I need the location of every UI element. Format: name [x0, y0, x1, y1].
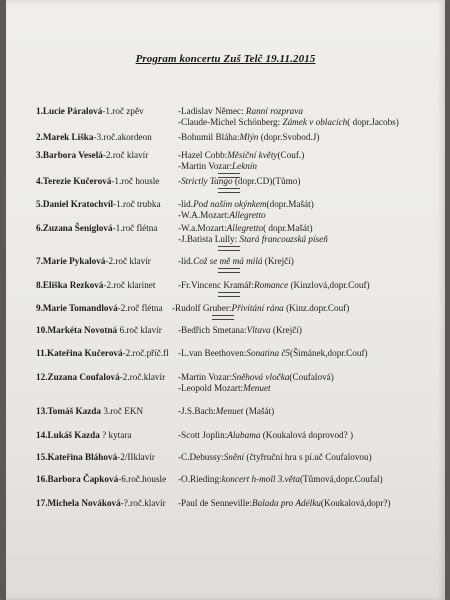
performer-info: -1.roč flétna	[112, 223, 158, 233]
pieces	[178, 452, 372, 463]
piece-note: (Krejčí)	[270, 325, 302, 335]
composer: -Claude-Michel Schönberg:	[178, 117, 283, 127]
performer	[36, 372, 165, 383]
performer-info: -3.roč.akordeon	[93, 132, 152, 142]
separator-line	[212, 315, 234, 320]
performer-info: -2.roč.klavír	[119, 372, 166, 382]
pieces	[178, 430, 353, 441]
composer: -Martin Vozar:	[178, 372, 233, 382]
composer: -Hazel Cobb:	[178, 150, 228, 160]
item-number: 3.	[36, 150, 43, 160]
composer: -	[178, 176, 182, 186]
piece-line	[178, 452, 372, 463]
piece-title: Strictly Tango	[181, 176, 233, 186]
performer-name: Tomáš Kazda	[47, 406, 102, 416]
piece-note: (dopr.Svobod.J)	[258, 132, 320, 142]
piece-line	[178, 474, 383, 485]
composer: -Scott Joplin:	[178, 430, 228, 440]
piece-title: Sněhová vločka	[232, 372, 290, 382]
piece-title: Romance	[253, 280, 289, 290]
item-number: 11.	[36, 348, 47, 358]
piece-line	[178, 176, 300, 187]
item-number: 8.	[36, 280, 43, 290]
performer-info: -1.roč trubka	[113, 199, 161, 209]
pieces	[178, 223, 328, 251]
pieces	[178, 256, 294, 273]
item-number: 17.	[36, 498, 48, 508]
performer-info: -2.roč klavír	[105, 256, 151, 266]
composer: -Ladislav Němec:	[178, 106, 246, 116]
piece-note: (Mašát)	[243, 406, 275, 416]
composer: -O.Rieding:	[178, 474, 222, 484]
composer: -W.a.Mozart:	[178, 223, 227, 233]
pieces	[178, 474, 383, 485]
performer-name: Barbora Veselá	[42, 150, 103, 160]
page-title: Program koncertu Zuš Telč 19.11.2015	[135, 53, 316, 65]
pieces	[178, 498, 391, 509]
performer	[36, 199, 161, 210]
performer	[36, 303, 163, 314]
performer-info: 6.roč klavír	[117, 325, 162, 335]
piece-line	[178, 372, 334, 383]
performer-name: Eliška Rezková	[42, 280, 104, 290]
performer-name: Marek Liška	[42, 132, 94, 142]
pieces	[178, 348, 368, 359]
piece-title: Snění	[223, 452, 245, 462]
performer-name: Zuzana Coufalová	[47, 372, 120, 382]
piece-note: (Tůmová,dopr.Coufal)	[299, 474, 383, 484]
piece-note: (čtyřruční hra s pí.uč Coufalovou)	[244, 452, 372, 462]
performer-name: Kateřina Bláhová	[47, 452, 118, 462]
piece-title: Alabama	[227, 430, 261, 440]
composer: -Rudolf Gruber:	[172, 303, 232, 313]
piece-line	[178, 199, 314, 210]
performer-info: -?.roč.klavír	[120, 498, 166, 508]
performer-info: -2.roč.příč.fl	[122, 348, 169, 358]
piece-title: Zámek v oblacích	[282, 117, 348, 127]
performer-info: -6.roč.housle	[118, 474, 167, 484]
performer-name: Daniel Kratochvíl	[42, 199, 114, 209]
performer-name: Lukáš Kazda	[47, 430, 100, 440]
composer: -Fr.Vincenc Kramář:	[178, 280, 254, 290]
piece-line	[178, 383, 334, 394]
piece-line	[178, 498, 391, 509]
item-number: 6.	[36, 223, 43, 233]
piece-line	[178, 117, 399, 128]
piece-title: Sonatina č5	[246, 348, 291, 358]
separator-line	[218, 292, 240, 297]
performer	[36, 256, 151, 267]
piece-line	[178, 256, 294, 267]
performer-info: -2.roč klarinet	[103, 280, 156, 290]
composer: -lid.	[178, 256, 194, 266]
performer-name: Markéta Novotná	[47, 325, 118, 335]
piece-title: Ranní rozprava	[245, 106, 303, 116]
performer	[36, 280, 155, 291]
performer	[36, 474, 166, 485]
performer	[36, 150, 148, 161]
piece-line	[178, 348, 368, 359]
composer: -Martin Vozar:	[178, 161, 233, 171]
piece-line	[178, 234, 328, 245]
composer: -Bohumil Bláha:	[178, 132, 240, 142]
performer-info: -1.roč housle	[111, 176, 160, 186]
piece-title: Což se mě má milá	[193, 256, 263, 266]
piece-line	[178, 280, 370, 291]
piece-note: ( dopr.Mašát)	[263, 223, 313, 233]
performer-name: Zuzana Šeniglová	[42, 223, 113, 233]
piece-note: (dopr.Mašát)	[266, 199, 314, 209]
performer	[36, 498, 166, 509]
piece-title: Stará francouzská píseň	[239, 234, 328, 244]
performer-name: Michela Nováková	[47, 498, 121, 508]
piece-line	[178, 161, 304, 172]
piece-line	[178, 150, 304, 161]
piece-note: (Koukalová doprovod? )	[260, 430, 354, 440]
performer	[36, 406, 143, 417]
piece-note: (Kinzlová,dopr.Couf)	[288, 280, 370, 290]
piece-title: Balada pro Adélku	[252, 498, 321, 508]
pieces	[178, 280, 370, 297]
performer	[36, 430, 131, 441]
piece-line	[178, 406, 274, 417]
piece-title: Mlýn	[239, 132, 259, 142]
item-number: 7.	[36, 256, 43, 266]
composer: -L.van Beethoven:	[178, 348, 247, 358]
piece-note: (Kinz.dopr.Couf)	[283, 303, 350, 313]
pieces	[178, 406, 274, 417]
pieces	[178, 199, 314, 221]
composer: -lid.	[178, 199, 194, 209]
piece-title: Vltava	[246, 325, 271, 335]
composer: -J.S.Bach:	[178, 406, 216, 416]
performer-name: Marie Pykalová	[42, 256, 106, 266]
item-number: 9.	[36, 303, 43, 313]
performer-info: ? kytara	[99, 430, 132, 440]
piece-title: Pod naším okýnkem	[193, 199, 267, 209]
piece-note: (Koukalová,dopr?)	[320, 498, 391, 508]
piece-line	[178, 325, 302, 336]
piece-line	[172, 303, 349, 314]
item-number: 1.	[36, 106, 43, 116]
composer: -J.Batista Lully:	[178, 234, 240, 244]
item-number: 5.	[36, 199, 43, 209]
performer-name: Terezie Kučerová	[42, 176, 112, 186]
piece-note: (Coufalová)	[289, 372, 334, 382]
performer-name: Marie Tomandlová	[42, 303, 118, 313]
piece-note: (Krejčí)	[262, 256, 294, 266]
piece-title: Allegretto	[226, 223, 264, 233]
item-number: 2.	[36, 132, 43, 142]
composer: -Bedřich Smetana:	[178, 325, 247, 335]
performer-info: -2/IIklavír	[117, 452, 155, 462]
item-number: 12.	[36, 372, 48, 382]
pieces	[178, 325, 302, 336]
piece-note: ( dopr.Jacobs)	[347, 117, 399, 127]
performer	[36, 132, 152, 143]
performer	[36, 223, 157, 234]
performer-info: -1.roč zpěv	[102, 106, 144, 116]
piece-title: Měsíční květy	[227, 150, 278, 160]
item-number: 13.	[36, 406, 48, 416]
pieces	[178, 132, 319, 143]
performer-name: Barbora Čapková	[47, 474, 119, 484]
piece-line	[178, 132, 319, 143]
item-number: 10.	[36, 325, 48, 335]
performer	[36, 452, 155, 463]
separator-line	[218, 188, 240, 193]
performer-info: 3.roč EKN	[101, 406, 144, 416]
performer-info: -2.roč klavír	[102, 150, 149, 160]
pieces	[178, 372, 334, 394]
performer-name: Lucie Páralová	[42, 106, 103, 116]
performer-info: -2.roč flétna	[117, 303, 163, 313]
piece-title: Přivítání rána	[231, 303, 284, 313]
pieces	[178, 176, 300, 193]
piece-line	[178, 106, 399, 117]
performer	[36, 176, 159, 187]
item-number: 16.	[36, 474, 48, 484]
piece-title: koncert h-moll 3.věta	[221, 474, 300, 484]
pieces	[178, 150, 304, 178]
item-number: 4.	[36, 176, 43, 186]
piece-title: Allegretto	[229, 210, 266, 220]
composer: -C.Debussy:	[178, 452, 224, 462]
pieces	[172, 303, 349, 320]
composer: -Leopold Mozart:	[178, 383, 244, 393]
item-number: 14.	[36, 430, 48, 440]
separator-line	[218, 268, 240, 273]
piece-note: (dopr.CD)(Tůmo)	[232, 176, 301, 186]
piece-note: (Šimánek,dopr.Couf)	[290, 348, 368, 358]
piece-title: Menuet	[243, 383, 271, 393]
performer	[36, 348, 169, 359]
program-sheet	[6, 0, 445, 600]
piece-line	[178, 223, 328, 234]
composer: -W.A.Mozart:	[178, 210, 230, 220]
pieces	[178, 106, 399, 128]
piece-note: (Couf.)	[277, 150, 305, 160]
composer: -Paul de Senneville:	[178, 498, 252, 508]
piece-title: Menuet	[215, 406, 244, 416]
performer	[36, 106, 144, 117]
piece-line	[178, 430, 353, 441]
item-number: 15.	[36, 452, 48, 462]
performer-name: Kateřina Kučerová	[46, 348, 123, 358]
performer	[36, 325, 162, 336]
piece-line	[178, 210, 314, 221]
separator-line	[218, 246, 240, 251]
piece-title: Leknín	[232, 161, 258, 171]
